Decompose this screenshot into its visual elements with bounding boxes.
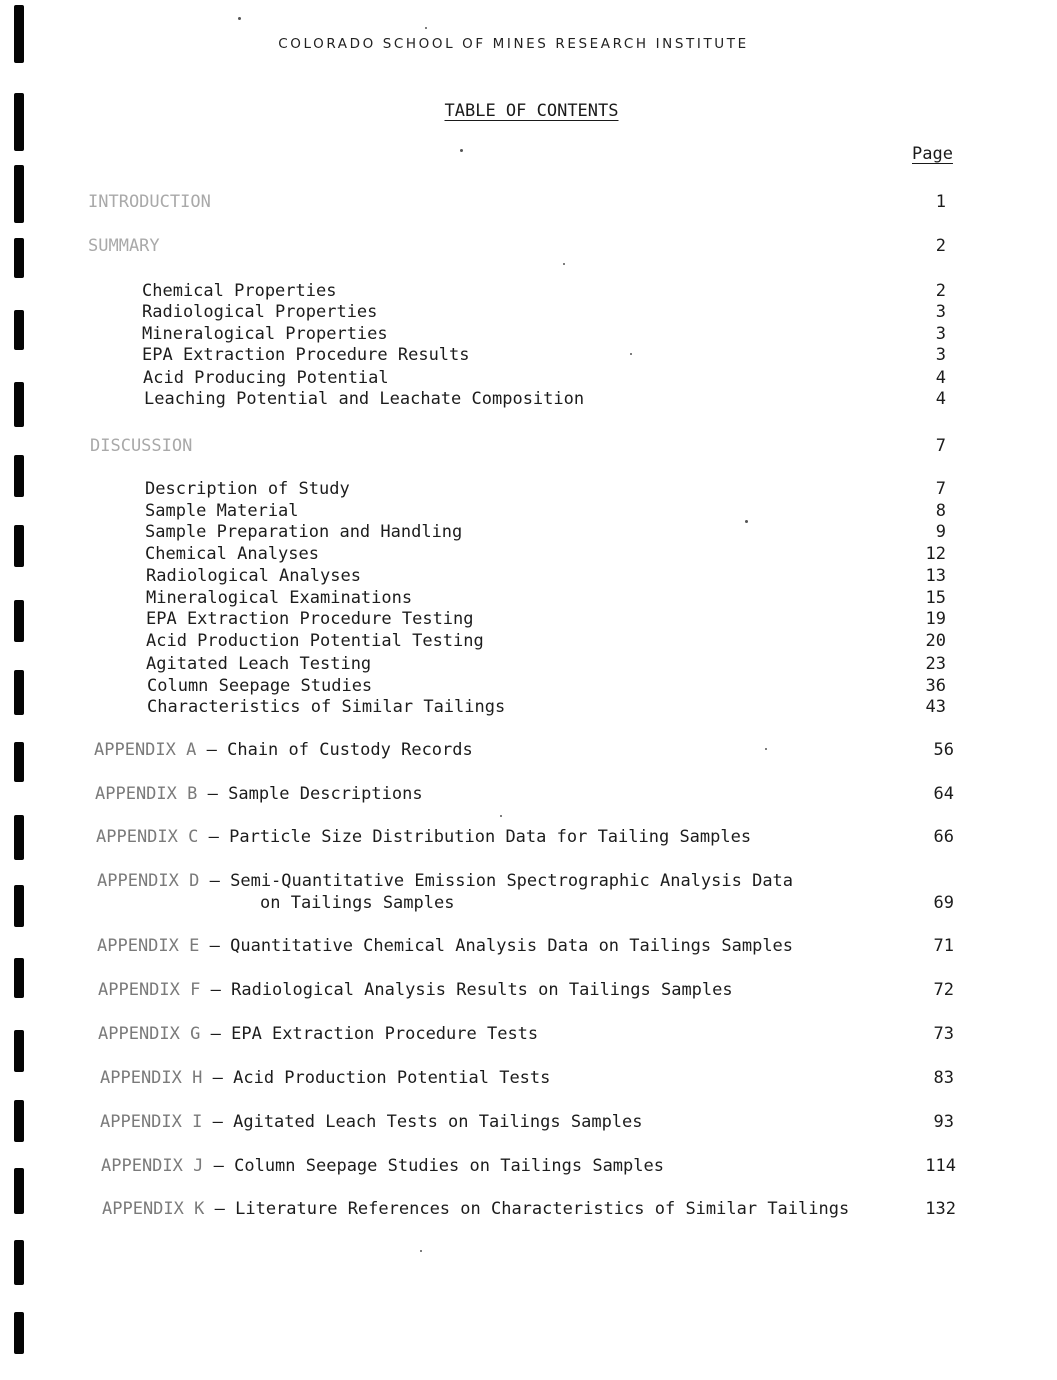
item-label: Acid Production Potential Testing xyxy=(146,631,484,651)
toc-appendix-d-continued[interactable] xyxy=(0,892,1057,914)
page-number: 19 xyxy=(925,609,946,629)
item-label: Column Seepage Studies xyxy=(147,676,373,696)
toc-item[interactable] xyxy=(0,696,1057,718)
toc-item[interactable] xyxy=(0,301,1057,323)
page-number: 36 xyxy=(925,676,946,696)
toc-appendix-e[interactable] xyxy=(0,935,1057,957)
item-label: Chemical Analyses xyxy=(145,544,319,564)
binding-hole xyxy=(14,1240,24,1285)
toc-appendix-d[interactable] xyxy=(0,870,1057,892)
separator: – xyxy=(206,740,217,760)
page-number: 2 xyxy=(935,236,946,256)
toc-appendix-b[interactable] xyxy=(0,783,1057,805)
separator: – xyxy=(214,1199,225,1219)
toc-item[interactable] xyxy=(0,653,1057,675)
page-number: 69 xyxy=(933,893,954,913)
appendix-prefix: APPENDIX E xyxy=(97,936,200,956)
separator: – xyxy=(209,936,220,956)
toc-item[interactable] xyxy=(0,367,1057,389)
toc-item[interactable] xyxy=(0,478,1057,500)
item-label: Characteristics of Similar Tailings xyxy=(147,697,506,717)
page-number: 4 xyxy=(935,389,946,409)
appendix-prefix: APPENDIX C xyxy=(96,827,199,847)
page-number: 73 xyxy=(933,1024,954,1044)
toc-section-summary[interactable] xyxy=(0,235,1057,257)
page-number: 2 xyxy=(935,281,946,301)
toc-appendix-k[interactable] xyxy=(0,1198,1057,1220)
scan-speck xyxy=(238,17,241,20)
page-number: 3 xyxy=(935,324,946,344)
page-number: 72 xyxy=(933,980,954,1000)
page-number: 114 xyxy=(925,1156,956,1176)
item-label: Leaching Potential and Leachate Composition xyxy=(144,389,585,409)
item-label: Mineralogical Examinations xyxy=(146,588,413,608)
page-number: 20 xyxy=(925,631,946,651)
separator: – xyxy=(212,1112,223,1132)
toc-item[interactable] xyxy=(0,675,1057,697)
appendix-title: EPA Extraction Procedure Tests xyxy=(231,1024,539,1044)
page-number: 9 xyxy=(935,522,946,542)
binding-hole xyxy=(14,1312,24,1354)
appendix-prefix: APPENDIX H xyxy=(100,1068,203,1088)
page-column-label: Page xyxy=(912,144,953,164)
toc-item[interactable] xyxy=(0,608,1057,630)
page-number: 12 xyxy=(925,544,946,564)
separator: – xyxy=(208,827,219,847)
scan-speck xyxy=(563,263,565,265)
binding-hole xyxy=(14,5,24,63)
page-number: 43 xyxy=(925,697,946,717)
scan-speck xyxy=(500,815,502,817)
toc-appendix-j[interactable] xyxy=(0,1155,1057,1177)
item-label: Acid Producing Potential xyxy=(143,368,389,388)
toc-item[interactable] xyxy=(0,500,1057,522)
separator: – xyxy=(213,1156,224,1176)
appendix-title: Literature References on Characteristics of Similar Tailings xyxy=(235,1199,850,1219)
item-label: Radiological Properties xyxy=(142,302,378,322)
toc-item[interactable] xyxy=(0,323,1057,345)
toc-appendix-h[interactable] xyxy=(0,1067,1057,1089)
toc-item[interactable] xyxy=(0,521,1057,543)
separator: – xyxy=(212,1068,223,1088)
toc-section-discussion[interactable] xyxy=(0,435,1057,457)
item-label: EPA Extraction Procedure Results xyxy=(142,345,470,365)
item-label: Chemical Properties xyxy=(142,281,337,301)
page-number: 71 xyxy=(933,936,954,956)
toc-appendix-c[interactable] xyxy=(0,826,1057,848)
toc-section-introduction[interactable] xyxy=(0,191,1057,213)
page-number: 132 xyxy=(925,1199,956,1219)
appendix-title-line2: on Tailings Samples xyxy=(260,893,455,913)
appendix-prefix: APPENDIX B xyxy=(95,784,198,804)
appendix-title: Column Seepage Studies on Tailings Samples xyxy=(234,1156,664,1176)
page-number: 7 xyxy=(935,479,946,499)
toc-appendix-g[interactable] xyxy=(0,1023,1057,1045)
toc-item[interactable] xyxy=(0,543,1057,565)
appendix-title: Semi-Quantitative Emission Spectrographic Analysis Data xyxy=(230,871,794,891)
toc-appendix-f[interactable] xyxy=(0,979,1057,1001)
item-label: Description of Study xyxy=(145,479,350,499)
scan-speck xyxy=(460,149,463,152)
toc-appendix-a[interactable] xyxy=(0,739,1057,761)
appendix-prefix: APPENDIX A xyxy=(94,740,197,760)
page-number: 4 xyxy=(935,368,946,388)
appendix-title: Chain of Custody Records xyxy=(227,740,473,760)
appendix-prefix: APPENDIX F xyxy=(98,980,201,1000)
page-title: TABLE OF CONTENTS xyxy=(444,101,619,121)
item-label: EPA Extraction Procedure Testing xyxy=(146,609,474,629)
toc-item[interactable] xyxy=(0,280,1057,302)
appendix-title: Acid Production Potential Tests xyxy=(233,1068,551,1088)
separator: – xyxy=(210,1024,221,1044)
toc-item[interactable] xyxy=(0,344,1057,366)
appendix-prefix: APPENDIX K xyxy=(102,1199,205,1219)
page-number: 83 xyxy=(933,1068,954,1088)
section-label: SUMMARY xyxy=(88,236,160,256)
item-label: Radiological Analyses xyxy=(146,566,361,586)
appendix-title: Agitated Leach Tests on Tailings Samples xyxy=(233,1112,643,1132)
page-number: 23 xyxy=(925,654,946,674)
toc-appendix-i[interactable] xyxy=(0,1111,1057,1133)
institute-header: COLORADO SCHOOL OF MINES RESEARCH INSTITUTE xyxy=(278,36,749,52)
scan-speck xyxy=(420,1250,422,1252)
scan-speck xyxy=(425,27,427,29)
appendix-title: Quantitative Chemical Analysis Data on Tailings Samples xyxy=(230,936,794,956)
toc-item[interactable] xyxy=(0,630,1057,652)
page-number: 1 xyxy=(935,192,946,212)
page-number: 93 xyxy=(933,1112,954,1132)
toc-item[interactable] xyxy=(0,587,1057,609)
item-label: Mineralogical Properties xyxy=(142,324,388,344)
page-number: 66 xyxy=(933,827,954,847)
separator: – xyxy=(209,871,220,891)
section-label: INTRODUCTION xyxy=(88,192,211,212)
page-number: 3 xyxy=(935,345,946,365)
appendix-prefix: APPENDIX G xyxy=(98,1024,201,1044)
appendix-title: Radiological Analysis Results on Tailings Samples xyxy=(231,980,733,1000)
separator: – xyxy=(207,784,218,804)
section-label: DISCUSSION xyxy=(90,436,193,456)
item-label: Agitated Leach Testing xyxy=(146,654,372,674)
appendix-title: Particle Size Distribution Data for Tailing Samples xyxy=(229,827,752,847)
appendix-prefix: APPENDIX J xyxy=(101,1156,204,1176)
separator: – xyxy=(210,980,221,1000)
item-label: Sample Material xyxy=(145,501,299,521)
page-number: 56 xyxy=(933,740,954,760)
page-number: 15 xyxy=(925,588,946,608)
page-number: 3 xyxy=(935,302,946,322)
page-number: 13 xyxy=(925,566,946,586)
page-number: 7 xyxy=(935,436,946,456)
page-number: 8 xyxy=(935,501,946,521)
toc-item[interactable] xyxy=(0,565,1057,587)
appendix-prefix: APPENDIX D xyxy=(97,871,200,891)
toc-item[interactable] xyxy=(0,388,1057,410)
item-label: Sample Preparation and Handling xyxy=(145,522,463,542)
appendix-prefix: APPENDIX I xyxy=(100,1112,203,1132)
page-number: 64 xyxy=(933,784,954,804)
appendix-title: Sample Descriptions xyxy=(228,784,423,804)
